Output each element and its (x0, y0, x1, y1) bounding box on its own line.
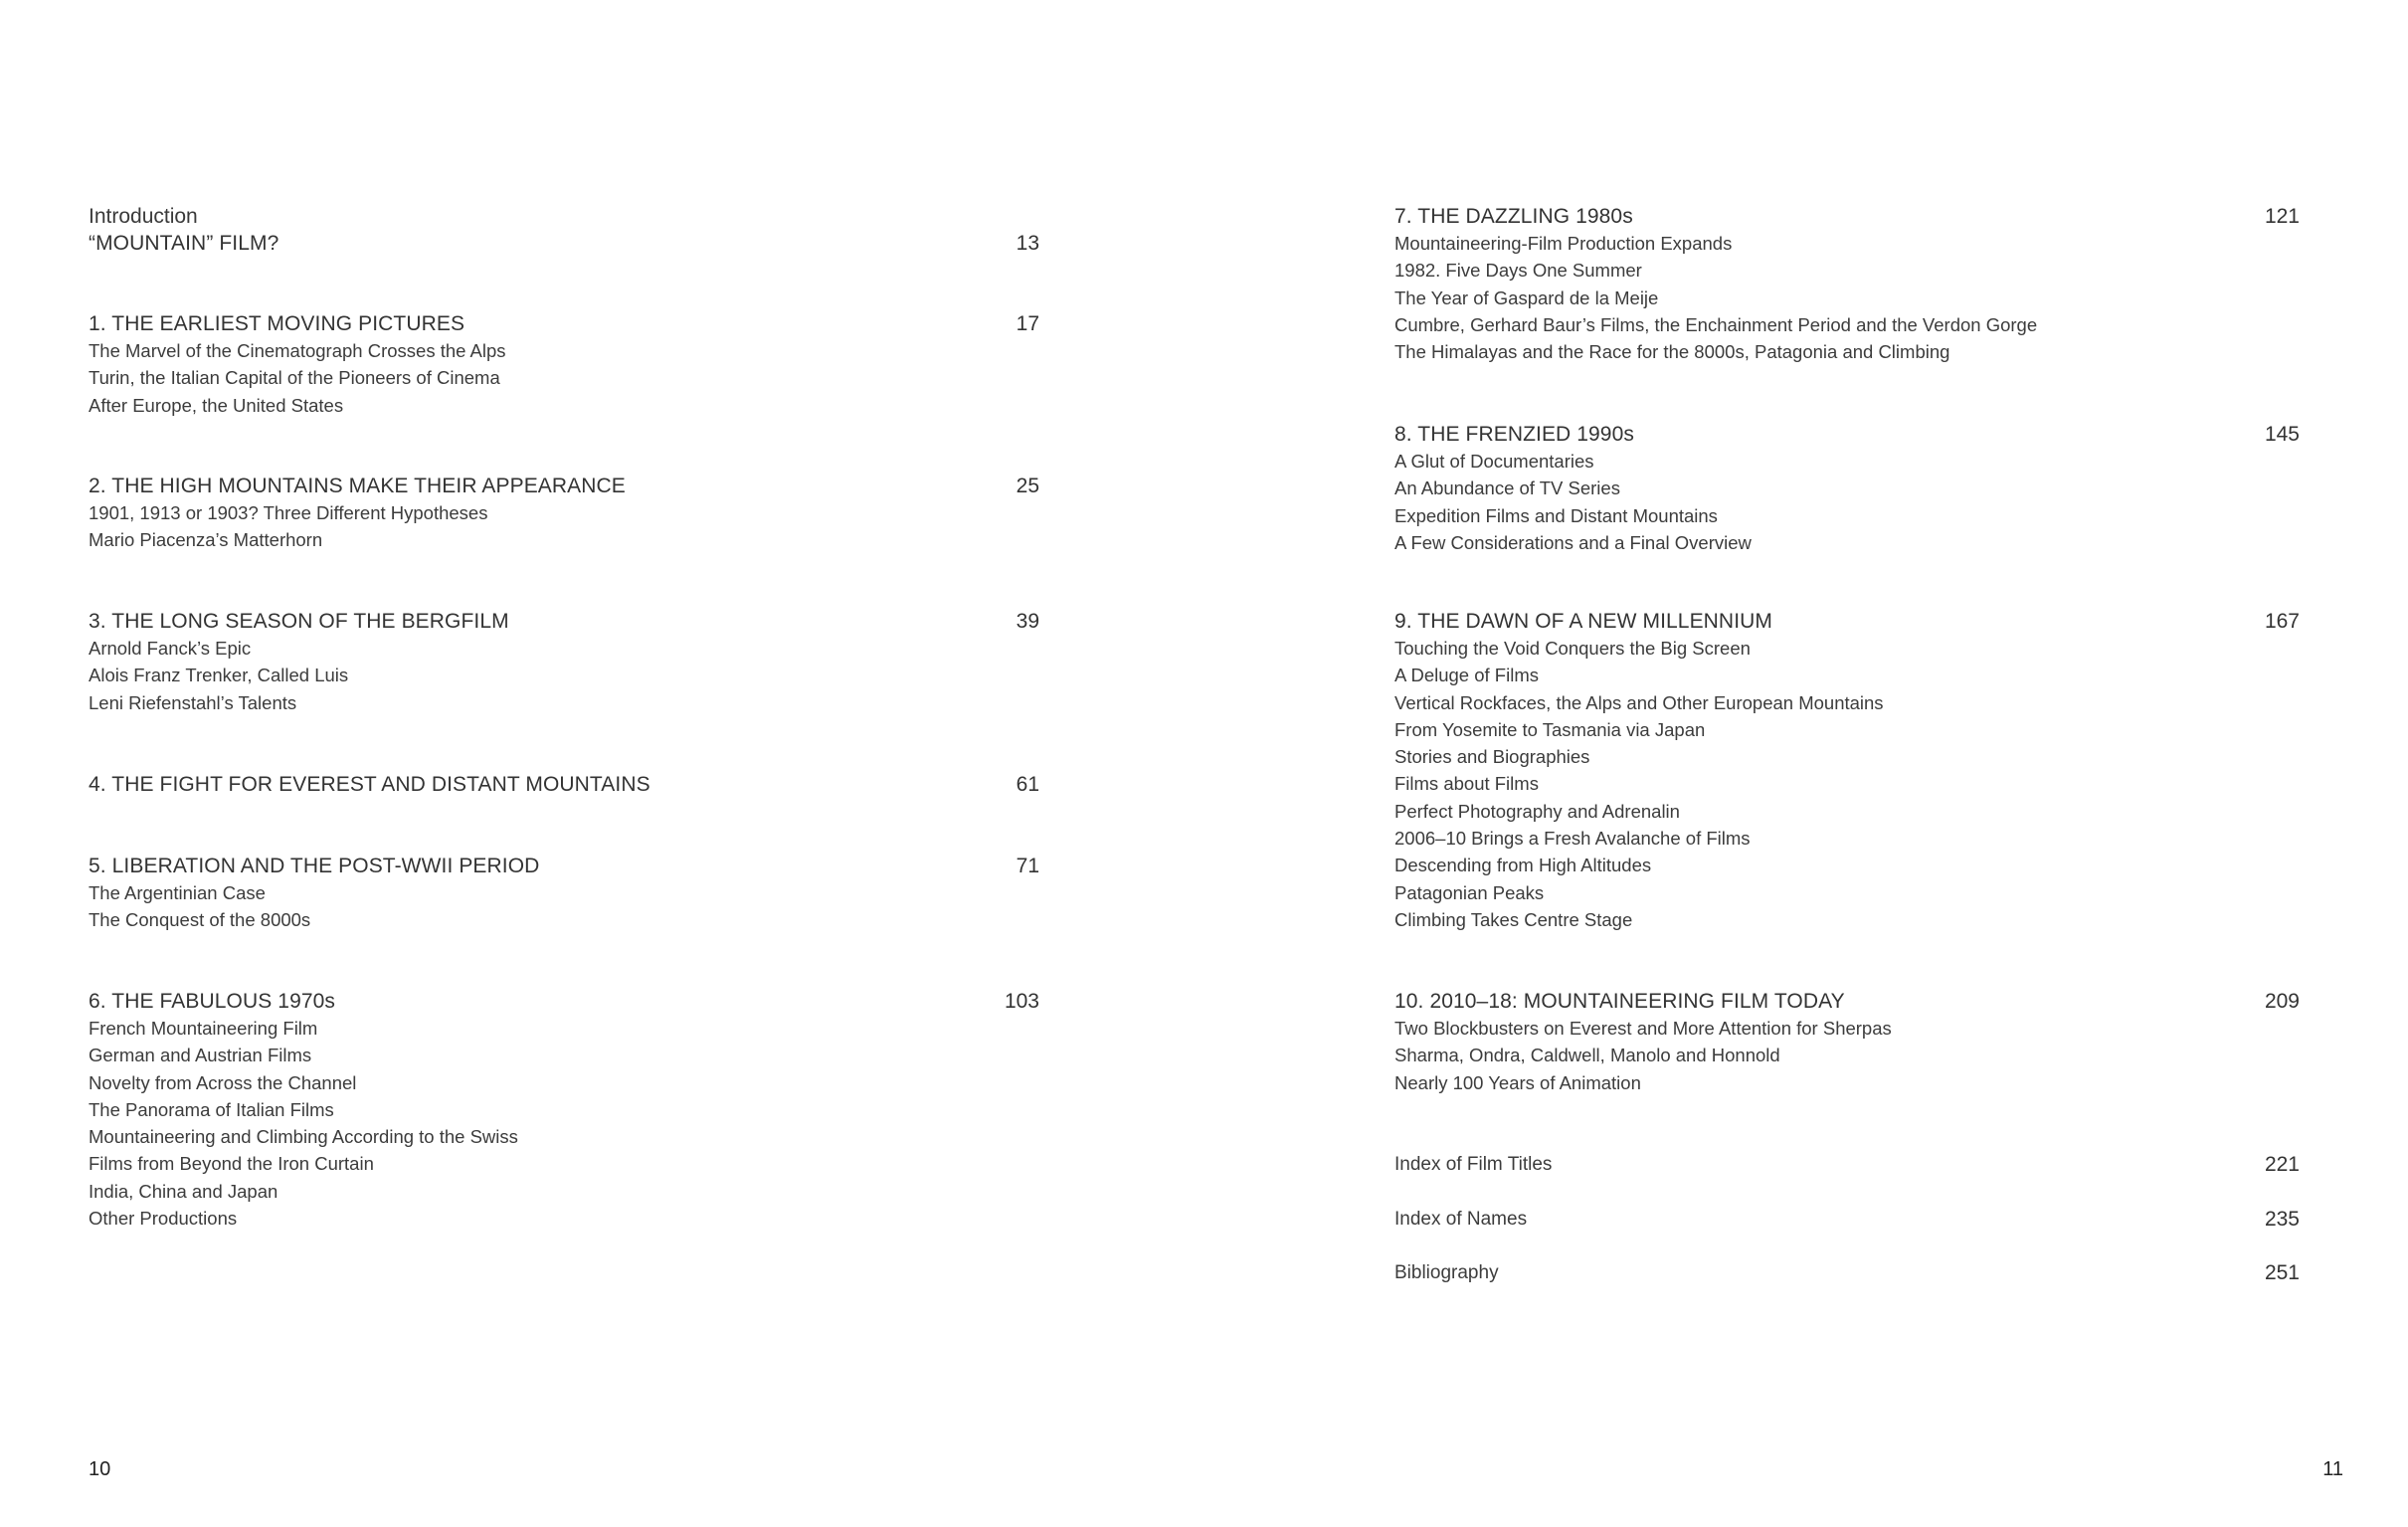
page-number: 103 (1004, 990, 1039, 1013)
chapter-heading (89, 773, 650, 796)
page-number: 167 (2264, 610, 2300, 633)
toc-chapter-1 (89, 310, 1039, 419)
section-list (1394, 230, 2300, 365)
chapter-heading (89, 855, 539, 877)
section-item: The Year of Gaspard de la Meije (1394, 286, 1659, 308)
chapter-number: 2. (89, 475, 106, 497)
section-item: The Conquest of the 8000s (89, 909, 311, 931)
chapter-title: THE DAZZLING 1980s (1417, 205, 1633, 228)
chapter-heading (89, 610, 509, 633)
page-number: 209 (2264, 990, 2300, 1013)
chapter-heading-row (1394, 988, 2300, 1015)
chapter-heading (1394, 990, 1845, 1013)
section-list (89, 337, 1039, 419)
page-number: 121 (2264, 205, 2300, 228)
section-item: Films about Films (1394, 773, 1539, 795)
chapter-number: 7. (1394, 205, 1412, 228)
back-matter-label: Index of Names (1394, 1209, 1528, 1230)
intro-label: Introduction (89, 205, 198, 228)
section-item: 2006–10 Brings a Fresh Avalanche of Films (1394, 828, 1751, 850)
section-item: Climbing Takes Centre Stage (1394, 908, 1633, 930)
section-item: Stories and Biographies (1394, 746, 1590, 768)
chapter-title: LIBERATION AND THE POST-WWII PERIOD (111, 855, 540, 877)
toc-chapter-10 (1394, 988, 2300, 1096)
section-list (1394, 448, 2300, 556)
section-item: The Himalayas and the Race for the 8000s, Patagonia and Climbing (1394, 341, 1950, 363)
toc-intro (89, 203, 1039, 257)
section-item: Expedition Films and Distant Mountains (1394, 504, 1718, 526)
chapter-heading-row (89, 608, 1039, 635)
section-item: Touching the Void Conquers the Big Screen (1394, 638, 1751, 659)
back-matter-label: Bibliography (1394, 1262, 1499, 1283)
section-list (1394, 635, 2300, 933)
section-list (89, 1015, 1039, 1232)
section-item: Mountaineering-Film Production Expands (1394, 233, 1733, 254)
section-item: An Abundance of TV Series (1394, 477, 1620, 499)
chapter-title: 2010–18: MOUNTAINEERING FILM TODAY (1429, 990, 1845, 1013)
chapter-heading-row (89, 988, 1039, 1015)
section-item: A Deluge of Films (1394, 665, 1539, 686)
section-item: Sharma, Ondra, Caldwell, Manolo and Honnold (1394, 1045, 1780, 1066)
chapter-title: THE EARLIEST MOVING PICTURES (111, 312, 465, 335)
chapter-number: 1. (89, 312, 106, 335)
chapter-title: THE DAWN OF A NEW MILLENNIUM (1417, 610, 1772, 633)
section-item: Mario Piacenza’s Matterhorn (89, 529, 323, 551)
section-item: 1982. Five Days One Summer (1394, 260, 1642, 282)
intro-title: “MOUNTAIN” FILM? (89, 232, 279, 255)
toc-chapter-9 (1394, 608, 2300, 933)
back-matter-label: Index of Film Titles (1394, 1154, 1553, 1175)
page-number: 61 (1016, 773, 1039, 796)
page-number: 221 (2264, 1153, 2300, 1176)
chapter-title: THE HIGH MOUNTAINS MAKE THEIR APPEARANCE (111, 475, 626, 497)
chapter-number: 9. (1394, 610, 1412, 633)
right-page (1204, 0, 2408, 1527)
section-item: A Glut of Documentaries (1394, 451, 1594, 472)
section-item: Descending from High Altitudes (1394, 855, 1652, 876)
section-item: Leni Riefenstahl’s Talents (89, 691, 297, 713)
page-folio: 10 (89, 1458, 111, 1480)
section-item: German and Austrian Films (89, 1045, 312, 1066)
section-item: Mountaineering and Climbing According to the Swiss (89, 1126, 518, 1148)
page-number: 145 (2264, 423, 2300, 446)
chapter-heading-row (1394, 421, 2300, 448)
section-item: The Argentinian Case (89, 882, 266, 903)
chapter-heading (89, 990, 335, 1013)
chapter-number: 5. (89, 855, 106, 877)
section-item: Turin, the Italian Capital of the Pioneers of Cinema (89, 367, 500, 389)
chapter-heading (1394, 423, 1634, 446)
section-item: Nearly 100 Years of Animation (1394, 1071, 1641, 1093)
section-item: Cumbre, Gerhard Baur’s Films, the Enchainment Period and the Verdon Gorge (1394, 313, 2038, 335)
section-item: Other Productions (89, 1208, 238, 1230)
chapter-heading-row (1394, 608, 2300, 635)
page-number: 25 (1016, 475, 1039, 497)
page-number: 251 (2264, 1261, 2300, 1284)
chapter-title: THE FABULOUS 1970s (111, 990, 336, 1013)
chapter-title: THE FRENZIED 1990s (1417, 423, 1634, 446)
chapter-number: 3. (89, 610, 106, 633)
intro-heading-row (89, 230, 1039, 257)
chapter-title: THE FIGHT FOR EVEREST AND DISTANT MOUNTAINS (111, 773, 650, 796)
toc-chapter-4 (89, 771, 1039, 798)
section-list (89, 879, 1039, 934)
toc-bibliography (1394, 1259, 2300, 1286)
toc-chapter-6 (89, 988, 1039, 1232)
section-list (89, 635, 1039, 716)
page-number: 71 (1016, 855, 1039, 877)
toc-index-names (1394, 1206, 2300, 1233)
section-item: 1901, 1913 or 1903? Three Different Hypotheses (89, 502, 488, 523)
page-number: 39 (1016, 610, 1039, 633)
section-item: The Panorama of Italian Films (89, 1098, 334, 1120)
page-folio: 11 (2322, 1458, 2343, 1480)
toc-chapter-8 (1394, 421, 2300, 556)
page-number: 17 (1016, 312, 1039, 335)
page-number: 13 (1016, 232, 1039, 255)
toc-chapter-2 (89, 473, 1039, 554)
chapter-heading (89, 312, 464, 335)
section-item: From Yosemite to Tasmania via Japan (1394, 718, 1706, 740)
section-item: Films from Beyond the Iron Curtain (89, 1153, 374, 1175)
section-item: A Few Considerations and a Final Overview (1394, 531, 1752, 553)
section-item: Two Blockbusters on Everest and More Attention for Sherpas (1394, 1018, 1892, 1039)
toc-chapter-5 (89, 853, 1039, 934)
chapter-heading-row (89, 473, 1039, 499)
page-number: 235 (2264, 1208, 2300, 1231)
chapter-heading (1394, 610, 1772, 633)
toc-chapter-3 (89, 608, 1039, 716)
section-list (89, 499, 1039, 554)
section-item: After Europe, the United States (89, 394, 344, 416)
chapter-title: THE LONG SEASON OF THE BERGFILM (111, 610, 509, 633)
chapter-heading (89, 475, 626, 497)
section-list (1394, 1015, 2300, 1096)
chapter-heading (1394, 205, 1633, 228)
chapter-heading-row (89, 771, 1039, 798)
section-item: Vertical Rockfaces, the Alps and Other European Mountains (1394, 691, 1884, 713)
chapter-number: 4. (89, 773, 106, 796)
chapter-number: 10. (1394, 990, 1424, 1013)
chapter-number: 8. (1394, 423, 1412, 446)
section-item: Novelty from Across the Channel (89, 1071, 357, 1093)
section-item: Alois Franz Trenker, Called Luis (89, 665, 349, 686)
section-item: The Marvel of the Cinematograph Crosses the Alps (89, 340, 506, 361)
chapter-number: 6. (89, 990, 106, 1013)
toc-chapter-7 (1394, 203, 2300, 365)
chapter-heading-row (1394, 203, 2300, 230)
section-item: Patagonian Peaks (1394, 881, 1545, 903)
section-item: Perfect Photography and Adrenalin (1394, 800, 1680, 822)
section-item: French Mountaineering Film (89, 1018, 318, 1039)
chapter-heading-row (89, 310, 1039, 337)
chapter-heading-row (89, 853, 1039, 879)
section-item: India, China and Japan (89, 1180, 278, 1202)
toc-index-film-titles (1394, 1151, 2300, 1178)
section-item: Arnold Fanck’s Epic (89, 638, 252, 659)
